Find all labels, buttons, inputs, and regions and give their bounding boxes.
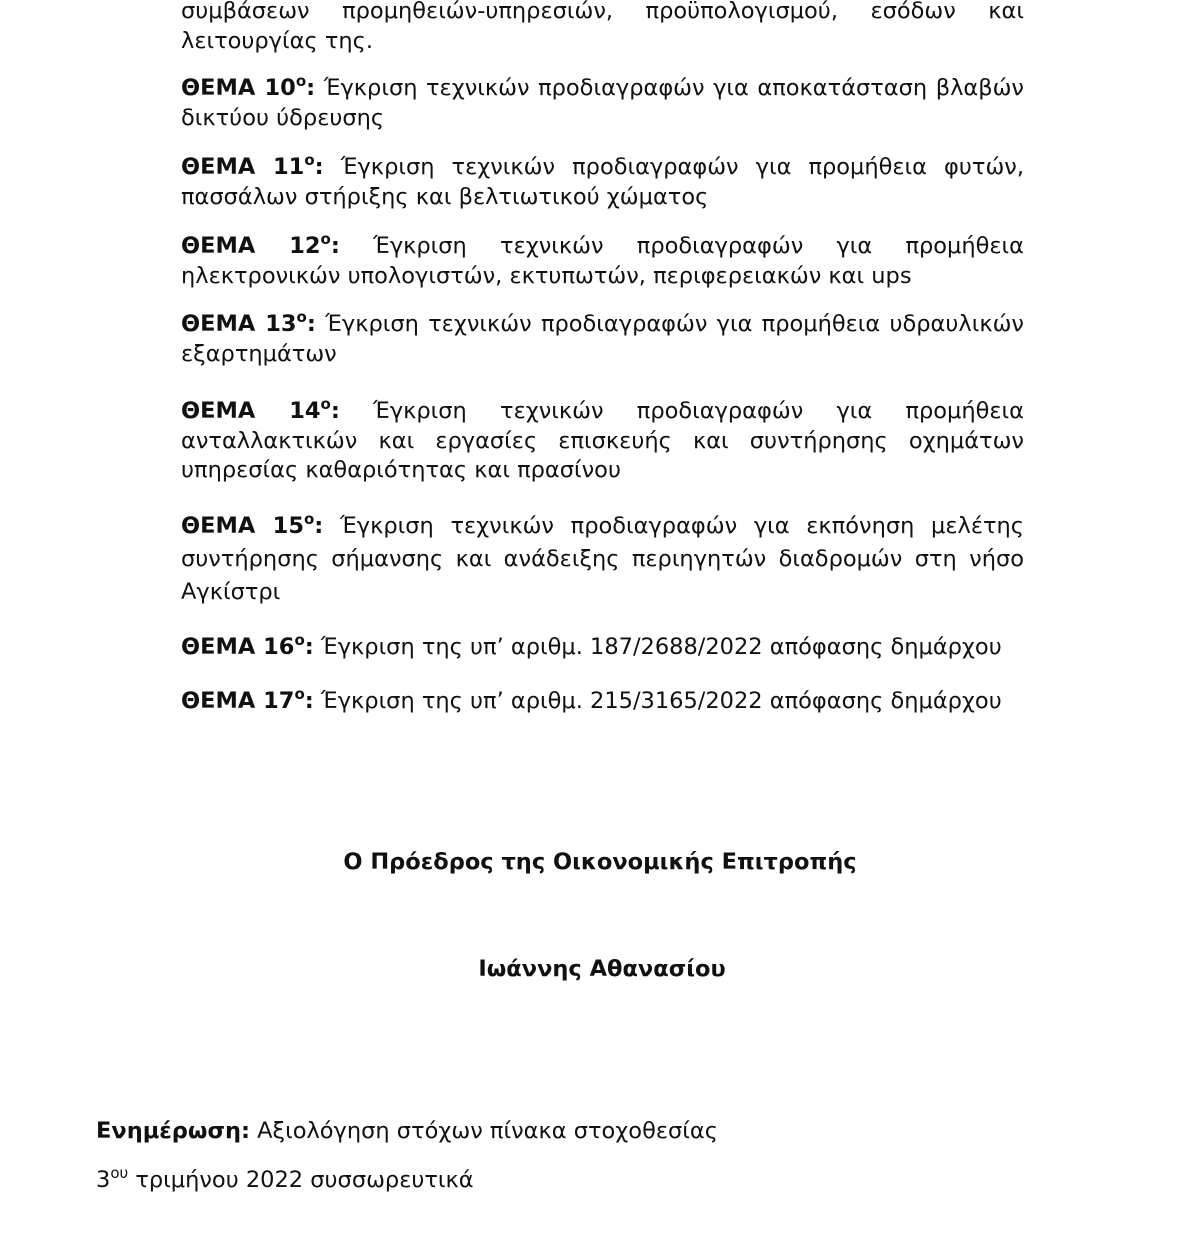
agenda-item-label: ΘΕΜΑ $13^o$:: [181, 308, 316, 337]
agenda-item-14: [181, 397, 1024, 486]
agenda-item-label: ΘΕΜΑ $11^o$:: [181, 151, 324, 180]
agenda-item-text: Έγκριση της υπ’ αριθμ. 215/3165/2022 απόφασης δημάρχου: [320, 688, 1002, 714]
footer-update-label: Ενημέρωση:: [96, 1118, 250, 1144]
footer-update-line: [96, 1118, 718, 1144]
footer-quarter-line: $3^{o\upsilon}$ τριμήνου 2022 συσσωρευτικά: [96, 1164, 474, 1193]
signature-role: Ο Πρόεδρος της Οικονομικής Επιτροπής: [343, 849, 857, 875]
agenda-item-11: [181, 153, 1024, 212]
agenda-item-label: ΘΕΜΑ $16^o$:: [181, 631, 314, 660]
agenda-item-label: ΘΕΜΑ $17^o$:: [181, 685, 314, 714]
agenda-item-label: ΘΕΜΑ $14^o$:: [181, 395, 340, 424]
agenda-item-text: Έγκριση τεχνικών προδιαγραφών για προμήθεια φυτών, πασσάλων στήριξης και βελτιωτικού χώματος: [181, 154, 1025, 210]
signature-name: Ιωάννης Αθανασίου: [478, 956, 726, 982]
agenda-item-text: Έγκριση τεχνικών προδιαγραφών για προμήθεια ηλεκτρονικών υπολογιστών, εκτυπωτών, περιφερειακών και ups: [181, 233, 1024, 289]
agenda-item-10: [181, 74, 1024, 133]
footer-update-text: Αξιολόγηση στόχων πίνακα στοχοθεσίας: [250, 1118, 718, 1144]
intro-paragraph: συμβάσεων προμηθειών-υπηρεσιών, προϋπολογισμού, εσόδων και λειτουργίας της.: [181, 0, 1024, 54]
agenda-item-17: [181, 687, 1024, 717]
agenda-item-text: Έγκριση τεχνικών προδιαγραφών για εκπόνηση μελέτης συντήρησης σήμανσης και ανάδειξης περιηγητών διαδρομών στη νήσο Αγκίστρι: [181, 513, 1025, 605]
agenda-item-12: [181, 232, 1024, 291]
agenda-item-text: Έγκριση της υπ’ αριθμ. 187/2688/2022 απόφασης δημάρχου: [320, 634, 1002, 660]
agenda-item-13: [181, 310, 1024, 369]
agenda-item-label: ΘΕΜΑ $12^o$:: [181, 230, 340, 259]
agenda-item-text: Έγκριση τεχνικών προδιαγραφών για προμήθεια ανταλλακτικών και εργασίες επισκευής και συντήρησης οχημάτων υπηρεσίας καθαριότητας και πρασίνου: [181, 398, 1024, 483]
agenda-item-label: ΘΕΜΑ $10^o$:: [181, 72, 316, 101]
agenda-item-label: ΘΕΜΑ $15^o$:: [181, 510, 324, 539]
agenda-item-text: Έγκριση τεχνικών προδιαγραφών για προμήθεια υδραυλικών εξαρτημάτων: [181, 311, 1024, 367]
agenda-item-15: [181, 510, 1024, 609]
agenda-item-text: Έγκριση τεχνικών προδιαγραφών για αποκατάσταση βλαβών δικτύου ύδρευσης: [181, 75, 1024, 131]
agenda-item-16: [181, 633, 1024, 663]
